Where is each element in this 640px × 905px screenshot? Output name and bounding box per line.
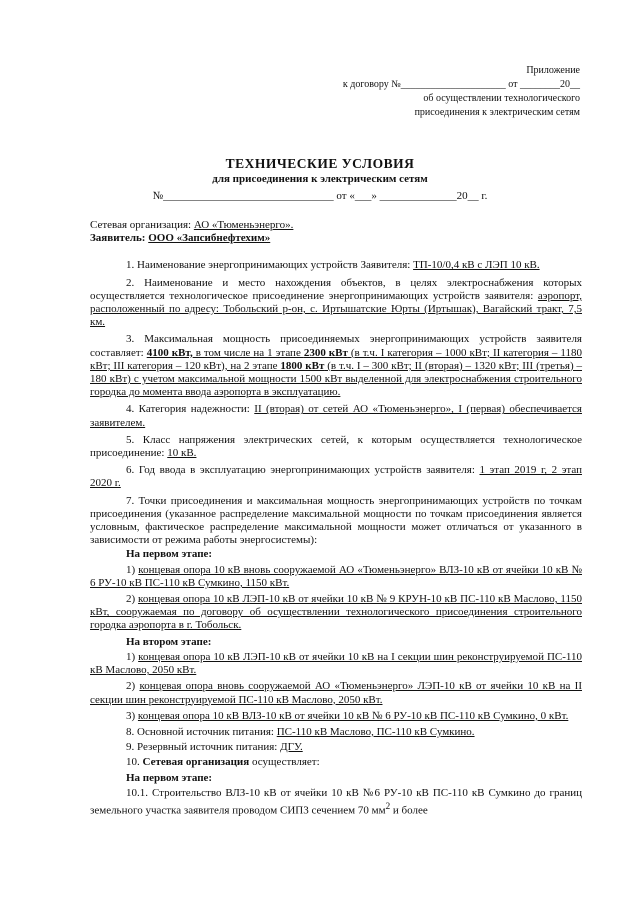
header-line-2: об осуществлении технологического <box>423 93 580 104</box>
stage-1-point-2: 2) концевая опора 10 кВ ЛЭП-10 кВ от ячейки 10 кВ № 9 КРУН-10 кВ ПС-110 кВ Маслово, 1150 кВт, сооружаемая по договору об осуществлении технологического присоединения строительного городка аэропорта в г. Тобольск. <box>90 593 582 632</box>
applicant-value: ООО «Запсибнефтехим» <box>148 232 271 245</box>
document-number-line: №_______________________________ от «___» ______________20__ г. <box>152 190 488 202</box>
item-9: 9. Резервный источник питания: ДГУ. <box>126 741 303 754</box>
item-7: 7. Точки присоединения и максимальная мощность энергопринимающих устройств по точкам присоединения (указанное распределение максимальной мощности по точкам присоединения является условным, фактическое распределение максимальной мощности может отличаться от указанного в зависимости от режима работы энергосистемы): <box>90 494 582 547</box>
document-title: ТЕХНИЧЕСКИЕ УСЛОВИЯ <box>225 156 415 171</box>
stage-2-point-2: 2) концевая опора вновь сооружаемой АО «Тюменьэнерго» ЛЭП-10 кВ от ячейки 10 кВ на II секции шин реконструируемой ПС-110 кВ Маслово, 2050 кВт. <box>90 680 582 706</box>
applicant-line: Заявитель: ООО «Запсибнефтехим» <box>90 232 271 245</box>
header-block <box>343 64 580 120</box>
item-6: 6. Год ввода в эксплуатацию энергопринимающих устройств заявителя: 1 этап 2019 г, 2 этап 2020 г. <box>90 464 582 490</box>
item-2: 2. Наименование и место нахождения объектов, в целях электроснабжения которых осуществляется технологическое присоединение энергопринимающих устройств заявителя: аэропорт, расположенный по адресу: Тобольский р-он, с. Иртышатские Юрты (Иртышак), Вагайский тракт, 7,5 км. <box>90 276 582 329</box>
stage-1-label: На первом этапе: <box>126 548 213 561</box>
contract-line: к договору №_____________________ от ________20__ <box>342 79 580 90</box>
stage-2-label: На втором этапе: <box>126 635 212 648</box>
stage-2-point-3: 3) концевая опора 10 кВ ВЛЗ-10 кВ от ячейки 10 кВ № 6 РУ-10 кВ ПС-110 кВ Сумкино, 0 кВт. <box>126 709 569 722</box>
item-10-1: 10.1. Строительство ВЛЗ-10 кВ от ячейки 10 кВ №6 РУ-10 кВ ПС-110 кВ Сумкино до границ земельного участка заявителя проводом СИП3 сечением 70 $мм^2$ и более <box>90 786 582 817</box>
stage-2-point-1: 1) концевая опора 10 кВ ЛЭП-10 кВ от ячейки 10 кВ на I секции шин реконструируемой ПС-110 кВ Маслово, 2050 кВт. <box>90 650 582 677</box>
document-subtitle: для присоединения к электрическим сетям <box>212 173 428 185</box>
stage-1b-label: На первом этапе: <box>126 771 213 784</box>
item-5: 5. Класс напряжения электрических сетей, к которым осуществляется технологическое присоединение: 10 кВ. <box>90 433 582 460</box>
item-3: 3. Максимальная мощность присоединяемых энергопринимающих устройств заявителя составляет: 4100 кВт, в том числе на 1 этапе 2300 кВт (в т.ч. I категория – 1000 кВт; II категория – 1180 кВт; III категория – 120 кВт), на 2 этапе 1800 кВт (в т.ч. I – 300 кВт; II (вторая) – 1320 кВт; III (третья) – 180 кВт) с учетом максимальной мощности 1500 кВт выделенной для электроснабжения строительного городка до момента ввода аэропорта в эксплуатацию. <box>90 333 582 399</box>
item-10: 10. Сетевая организация осуществляет: <box>126 756 320 769</box>
stage-1-point-1: 1) концевая опора 10 кВ вновь сооружаемой АО «Тюменьэнерго» ВЛЗ-10 кВ от ячейки 10 кВ № 6 РУ-10 кВ ПС-110 кВ Сумкино, 1150 кВт. <box>90 563 582 589</box>
item-1: 1. Наименование энергопринимающих устройств Заявителя: ТП-10/0,4 кВ с ЛЭП 10 кВ. <box>126 259 540 272</box>
header-line-3: присоединения к электрическим сетям <box>414 107 580 118</box>
item-8: 8. Основной источник питания: ПС-110 кВ Маслово, ПС-110 кВ Сумкино. <box>126 725 475 738</box>
item-4: 4. Категория надежности: II (вторая) от сетей АО «Тюменьэнерго», I (первая) обеспечивается заявителем. <box>90 403 582 429</box>
appendix-label: Приложение <box>526 65 580 76</box>
document-body <box>90 219 582 822</box>
network-org-value: АО «Тюменьэнерго». <box>193 219 294 231</box>
network-org-line: Сетевая организация: АО «Тюменьэнерго». <box>90 219 294 231</box>
